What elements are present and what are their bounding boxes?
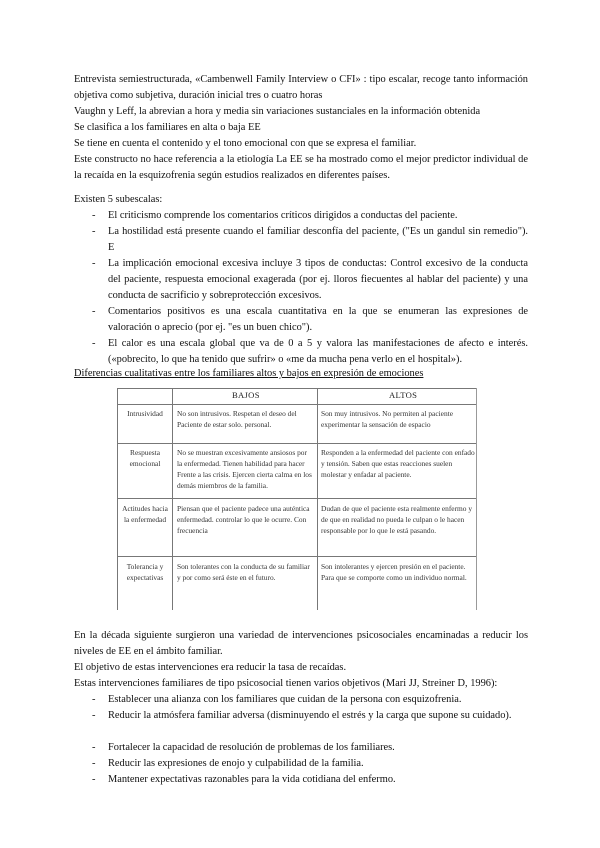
table-cell-bajos: No son intrusivos. Respetan el deseo del Paciente de estar solo. personal. (177, 409, 297, 429)
intro-paragraph-classification: Se clasifica a los familiares en alta o baja EE (74, 122, 261, 133)
intro-paragraph-vaughn-leff: Vaughn y Leff, la abrevian a hora y media sin variaciones sustanciales en la información obtenida (74, 106, 481, 117)
table-header-divider (117, 404, 477, 405)
objective-item (92, 756, 528, 772)
objective-item (92, 772, 528, 788)
intro-paragraph-etiology: Este constructo no hace referencia a la etiología La EE se ha mostrado como el mejor predictor individual de la recaída en la esquizofrenia según estudios realizados en diferentes países. (74, 154, 528, 181)
objective-text: Establecer una alianza con los familiares que cuidan de la persona con esquizofrenia. (108, 694, 462, 705)
table-cell-bajos: Son tolerantes con la conducta de su familiar y por como será éste en el futuro. (177, 562, 310, 582)
table-row-label: Respuesta emocional (129, 448, 161, 468)
bullet-dash: - (92, 694, 96, 705)
table-cell-altos: Son muy intrusivos. No permiten al paciente experimentar la sensación de espacio (321, 409, 453, 429)
subscale-item (92, 304, 528, 336)
closing-paragraph-objective: El objetivo de estas intervenciones era reducir la tasa de recaídas. (74, 662, 347, 673)
table-row-divider (117, 556, 477, 557)
objective-text: Reducir la atmósfera familiar adversa (disminuyendo el estrés y la carga que supone su cuidado). (108, 710, 512, 721)
table-border-left (117, 388, 118, 610)
objective-item (92, 708, 528, 724)
table-column-divider (317, 388, 318, 610)
differences-title: Diferencias cualitativas entre los familiares altos y bajos en expresión de emociones (74, 368, 424, 379)
bullet-dash: - (92, 210, 96, 221)
table-row-label: Actitudes hacia la enfermedad (122, 504, 168, 524)
objective-text: Reducir las expresiones de enojo y culpabilidad de la familia. (108, 758, 364, 769)
table-row-divider (117, 498, 477, 499)
bullet-dash: - (92, 758, 96, 769)
closing-paragraph-interventions: Estas intervenciones familiares de tipo psicosocial tienen varios objetivos (Mari JJ, Streiner D, 1996): (74, 678, 498, 689)
intro-paragraph-tone: Se tiene en cuenta el contenido y el tono emocional con que se expresa el familiar. (74, 138, 417, 149)
closing-paragraph-decade: En la década siguiente surgieron una variedad de intervenciones psicosociales encaminadas a reducir los niveles de EE en el ámbito familiar. (74, 630, 528, 657)
subscale-item (92, 208, 528, 224)
table-border-top (117, 388, 477, 389)
subscale-item (92, 224, 528, 256)
table-row-label: Tolerancia y expectativas (126, 562, 164, 582)
table-row-divider (117, 443, 477, 444)
bullet-dash: - (92, 226, 96, 237)
differences-table (117, 388, 477, 610)
subscale-text: La hostilidad está presente cuando el familiar desconfía del paciente, ("Es un gandul sin remedio"). E (108, 226, 528, 253)
subscale-item (92, 336, 528, 368)
table-cell-bajos: Piensan que el paciente padece una auténtica enfermedad. controlar lo que le ocurre. Con frecuencia (177, 504, 310, 535)
table-cell-altos: Son intolerantes y ejercen presión en el paciente. Para que se comporte como un individuo normal. (321, 562, 467, 582)
subscales-heading: Existen 5 subescalas: (74, 194, 163, 205)
objective-text: Fortalecer la capacidad de resolución de problemas de los familiares. (108, 742, 395, 753)
bullet-dash: - (92, 306, 96, 317)
objective-text: Mantener expectativas razonables para la vida cotidiana del enfermo. (108, 774, 396, 785)
objective-item (92, 740, 528, 756)
table-header-altos: ALTOS (389, 390, 418, 400)
subscale-text: El calor es una escala global que va de 0 a 5 y valora las manifestaciones de afecto e interés. («pobrecito, lo que ha tenido que sufrir» o «me da mucha pena verlo en el hospital»). (108, 338, 528, 365)
table-border-right (476, 388, 477, 610)
subscale-text: Comentarios positivos es una escala cuantitativa en la que se enumeran las expresiones de valoración o aprecio (por ej. "es un buen chico"). (108, 306, 528, 333)
bullet-dash: - (92, 774, 96, 785)
bullet-dash: - (92, 258, 96, 269)
table-header-bajos: BAJOS (232, 390, 260, 400)
subscale-item (92, 256, 528, 304)
subscale-text: El criticismo comprende los comentarios críticos dirigidos a conductas del paciente. (108, 210, 458, 221)
table-cell-altos: Dudan de que el paciente esta realmente enfermo y de que en realidad no pueda le culpan o le hacen responsable por lo que le está pasando. (321, 504, 473, 535)
intro-paragraph-cfi: Entrevista semiestructurada, «Cambenwell Family Interview o CFI» : tipo escalar, recoge tanto información objetiva como subjetiva, duración inicial tres o cuatro horas (74, 74, 528, 101)
bullet-dash: - (92, 710, 96, 721)
table-cell-bajos: No se muestran excesivamente ansiosos por la enfermedad. Tienen habilidad para hacer Frente a las crisis. Ejercen cierta calma en los demás miembros de la familia. (177, 448, 312, 490)
table-row-label: Intrusividad (127, 409, 163, 418)
table-column-divider (172, 388, 173, 610)
bullet-dash: - (92, 742, 96, 753)
bullet-dash: - (92, 338, 96, 349)
subscale-text: La implicación emocional excesiva incluye 3 tipos de conductas: Control excesivo de la conducta del paciente, respuesta emocional exagerada (por ej. lloros fiecuentes al hablar del paciente) y una conducta de sacrificio y sobreprotección excesivos. (108, 258, 528, 301)
objective-item (92, 692, 528, 708)
table-cell-altos: Responden a la enfermedad del paciente con enfado y tensión. Saben que estas reacciones suelen molestar y enfadar al paciente. (321, 448, 475, 479)
